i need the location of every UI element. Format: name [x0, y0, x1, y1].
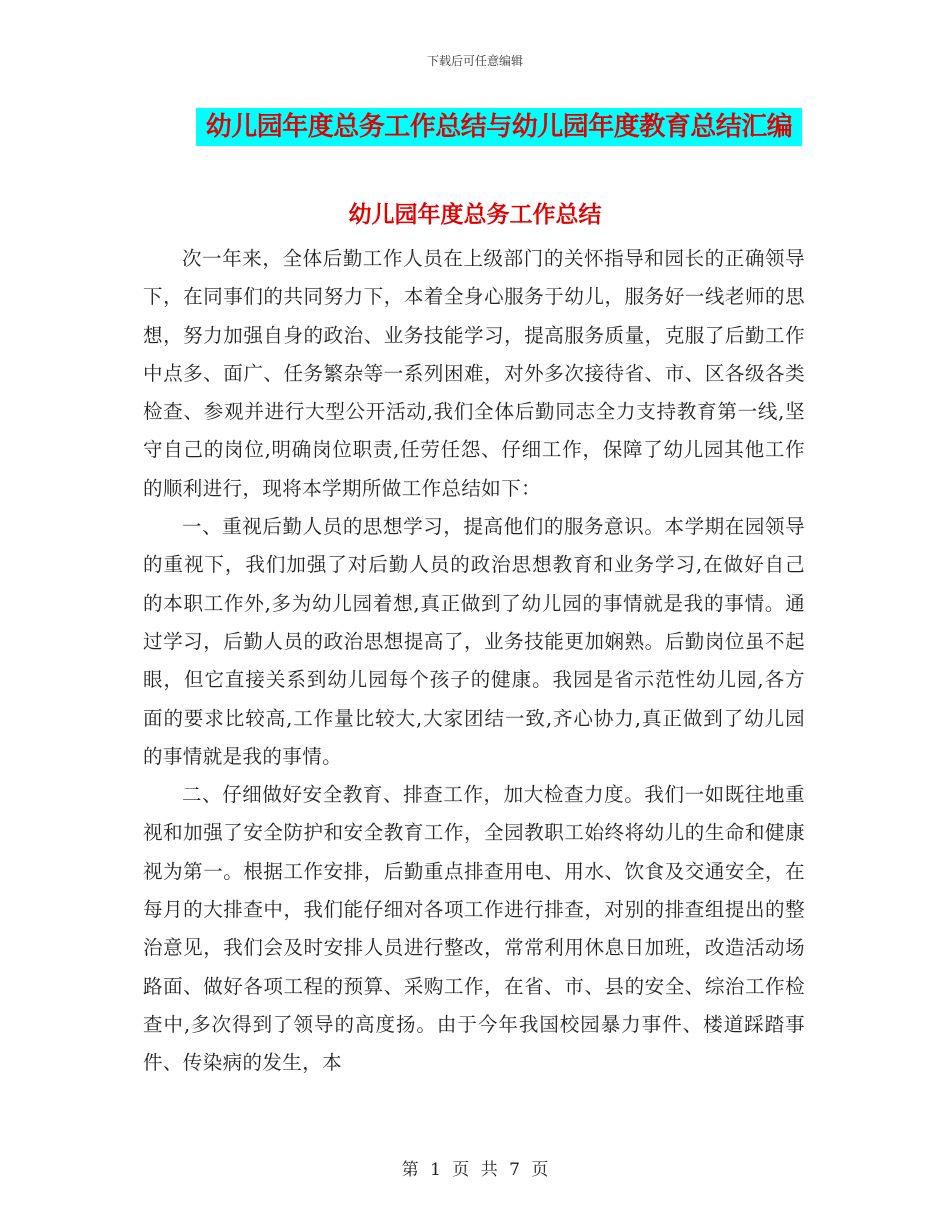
paragraph-section-one: 一、重视后勤人员的思想学习，提高他们的服务意识。本学期在园领导的重视下，我们加强了对后勤人员的政治思想教育和业务学习,在做好自己的本职工作外,多为幼儿园着想,真正做到了幼儿园的事情就是我的事情。通过学习，后勤人员的政治思想提高了，业务技能更加娴熟。后勤岗位虽不起眼，但它直接关系到幼儿园每个孩子的健康。我园是省示范性幼儿园,各方面的要求比较高,工作量比较大,大家团结一致,齐心协力,真正做到了幼儿园的事情就是我的事情。 [143, 515, 805, 768]
section-title: 幼儿园年度总务工作总结 [348, 201, 602, 228]
page-header-note: 下载后可任意编辑 [426, 54, 523, 68]
document-body [143, 240, 805, 1083]
paragraph-intro: 次一年来，全体后勤工作人员在上级部门的关怀指导和园长的正确领导下，在同事们的共同努力下，本着全身心服务于幼儿，服务好一线老师的思想，努力加强自身的政治、业务技能学习，提高服务质量，克服了后勤工作中点多、面广、任务繁杂等一系列困难，对外多次接待省、市、区各级各类检查、参观并进行大型公开活动,我们全体后勤同志全力支持教育第一线,坚守自己的岗位,明确岗位职责,任劳任怨、仔细工作，保障了幼儿园其他工作的顺利进行，现将本学期所做工作总结如下： [143, 247, 805, 500]
paragraph-section-two: 二、仔细做好安全教育、排查工作，加大检查力度。我们一如既往地重视和加强了安全防护和安全教育工作，全园教职工始终将幼儿的生命和健康视为第一。根据工作安排，后勤重点排查用电、用水、饮食及交通安全，在每月的大排查中，我们能仔细对各项工作进行排查，对别的排查组提出的整治意见，我们会及时安排人员进行整改，常常利用休息日加班，改造活动场路面、做好各项工程的预算、采购工作，在省、市、县的安全、综治工作检查中,多次得到了领导的高度扬。由于今年我国校园暴力事件、楼道踩踏事件、传染病的发生，本 [143, 783, 805, 1075]
page-number-footer: 第 1 页 共 7 页 [401, 1160, 549, 1180]
document-main-title: 幼儿园年度总务工作总结与幼儿园年度教育总结汇编 [196, 108, 802, 146]
